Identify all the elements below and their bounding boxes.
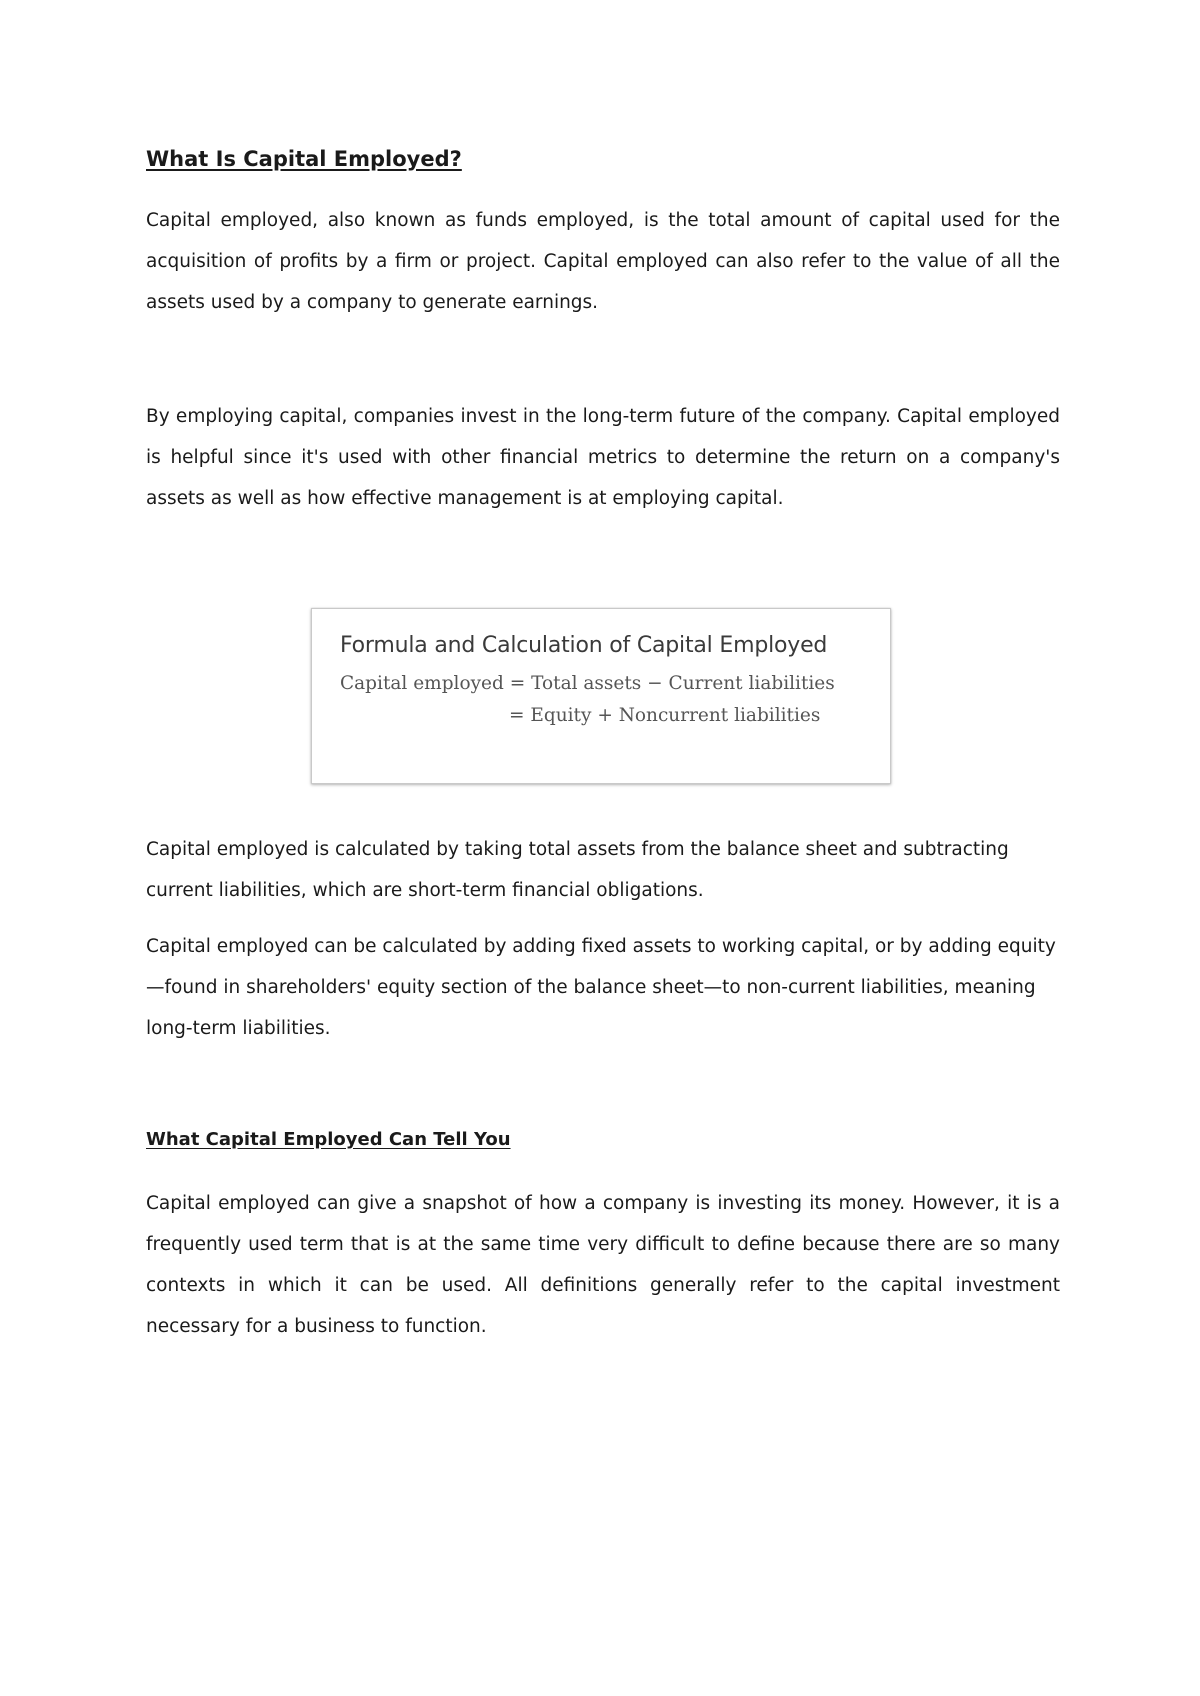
paragraph-calculation: Capital employed is calculated by taking total assets from the balance sheet and subtracting current liabilities, which are short-term financial obligations.: [146, 839, 1009, 901]
section-heading-what-it-tells-you: What Capital Employed Can Tell You: [146, 1129, 511, 1150]
paragraph-employing-capital: By employing capital, companies invest in the long-term future of the company. Capital employed is helpful since it's used with other financial metrics to determine the return on a company's assets as well as how effective management is at employing capital.: [146, 406, 1060, 509]
section-heading-what-is-capital-employed: What Is Capital Employed?: [146, 147, 462, 171]
formula-title: Formula and Calculation of Capital Employed: [340, 633, 828, 658]
formula-image: [311, 608, 891, 784]
formula-line-equity: = Equity + Noncurrent liabilities: [509, 705, 821, 726]
paragraph-alternative-calculation: Capital employed can be calculated by adding fixed assets to working capital, or by adding equity—found in shareholders' equity section of the balance sheet—to non-current liabilities, meaning long-term liabilities.: [146, 936, 1056, 1039]
paragraph-definition: Capital employed, also known as funds employed, is the total amount of capital used for the acquisition of profits by a firm or project. Capital employed can also refer to the value of all the assets used by a company to generate earnings.: [146, 210, 1060, 313]
formula-line-total-assets: Capital employed = Total assets − Current liabilities: [340, 673, 835, 694]
paragraph-snapshot: Capital employed can give a snapshot of how a company is investing its money. However, it is a frequently used term that is at the same time very difficult to define because there are so many contexts in which it can be used. All definitions generally refer to the capital investment necessary for a business to function.: [146, 1193, 1060, 1337]
